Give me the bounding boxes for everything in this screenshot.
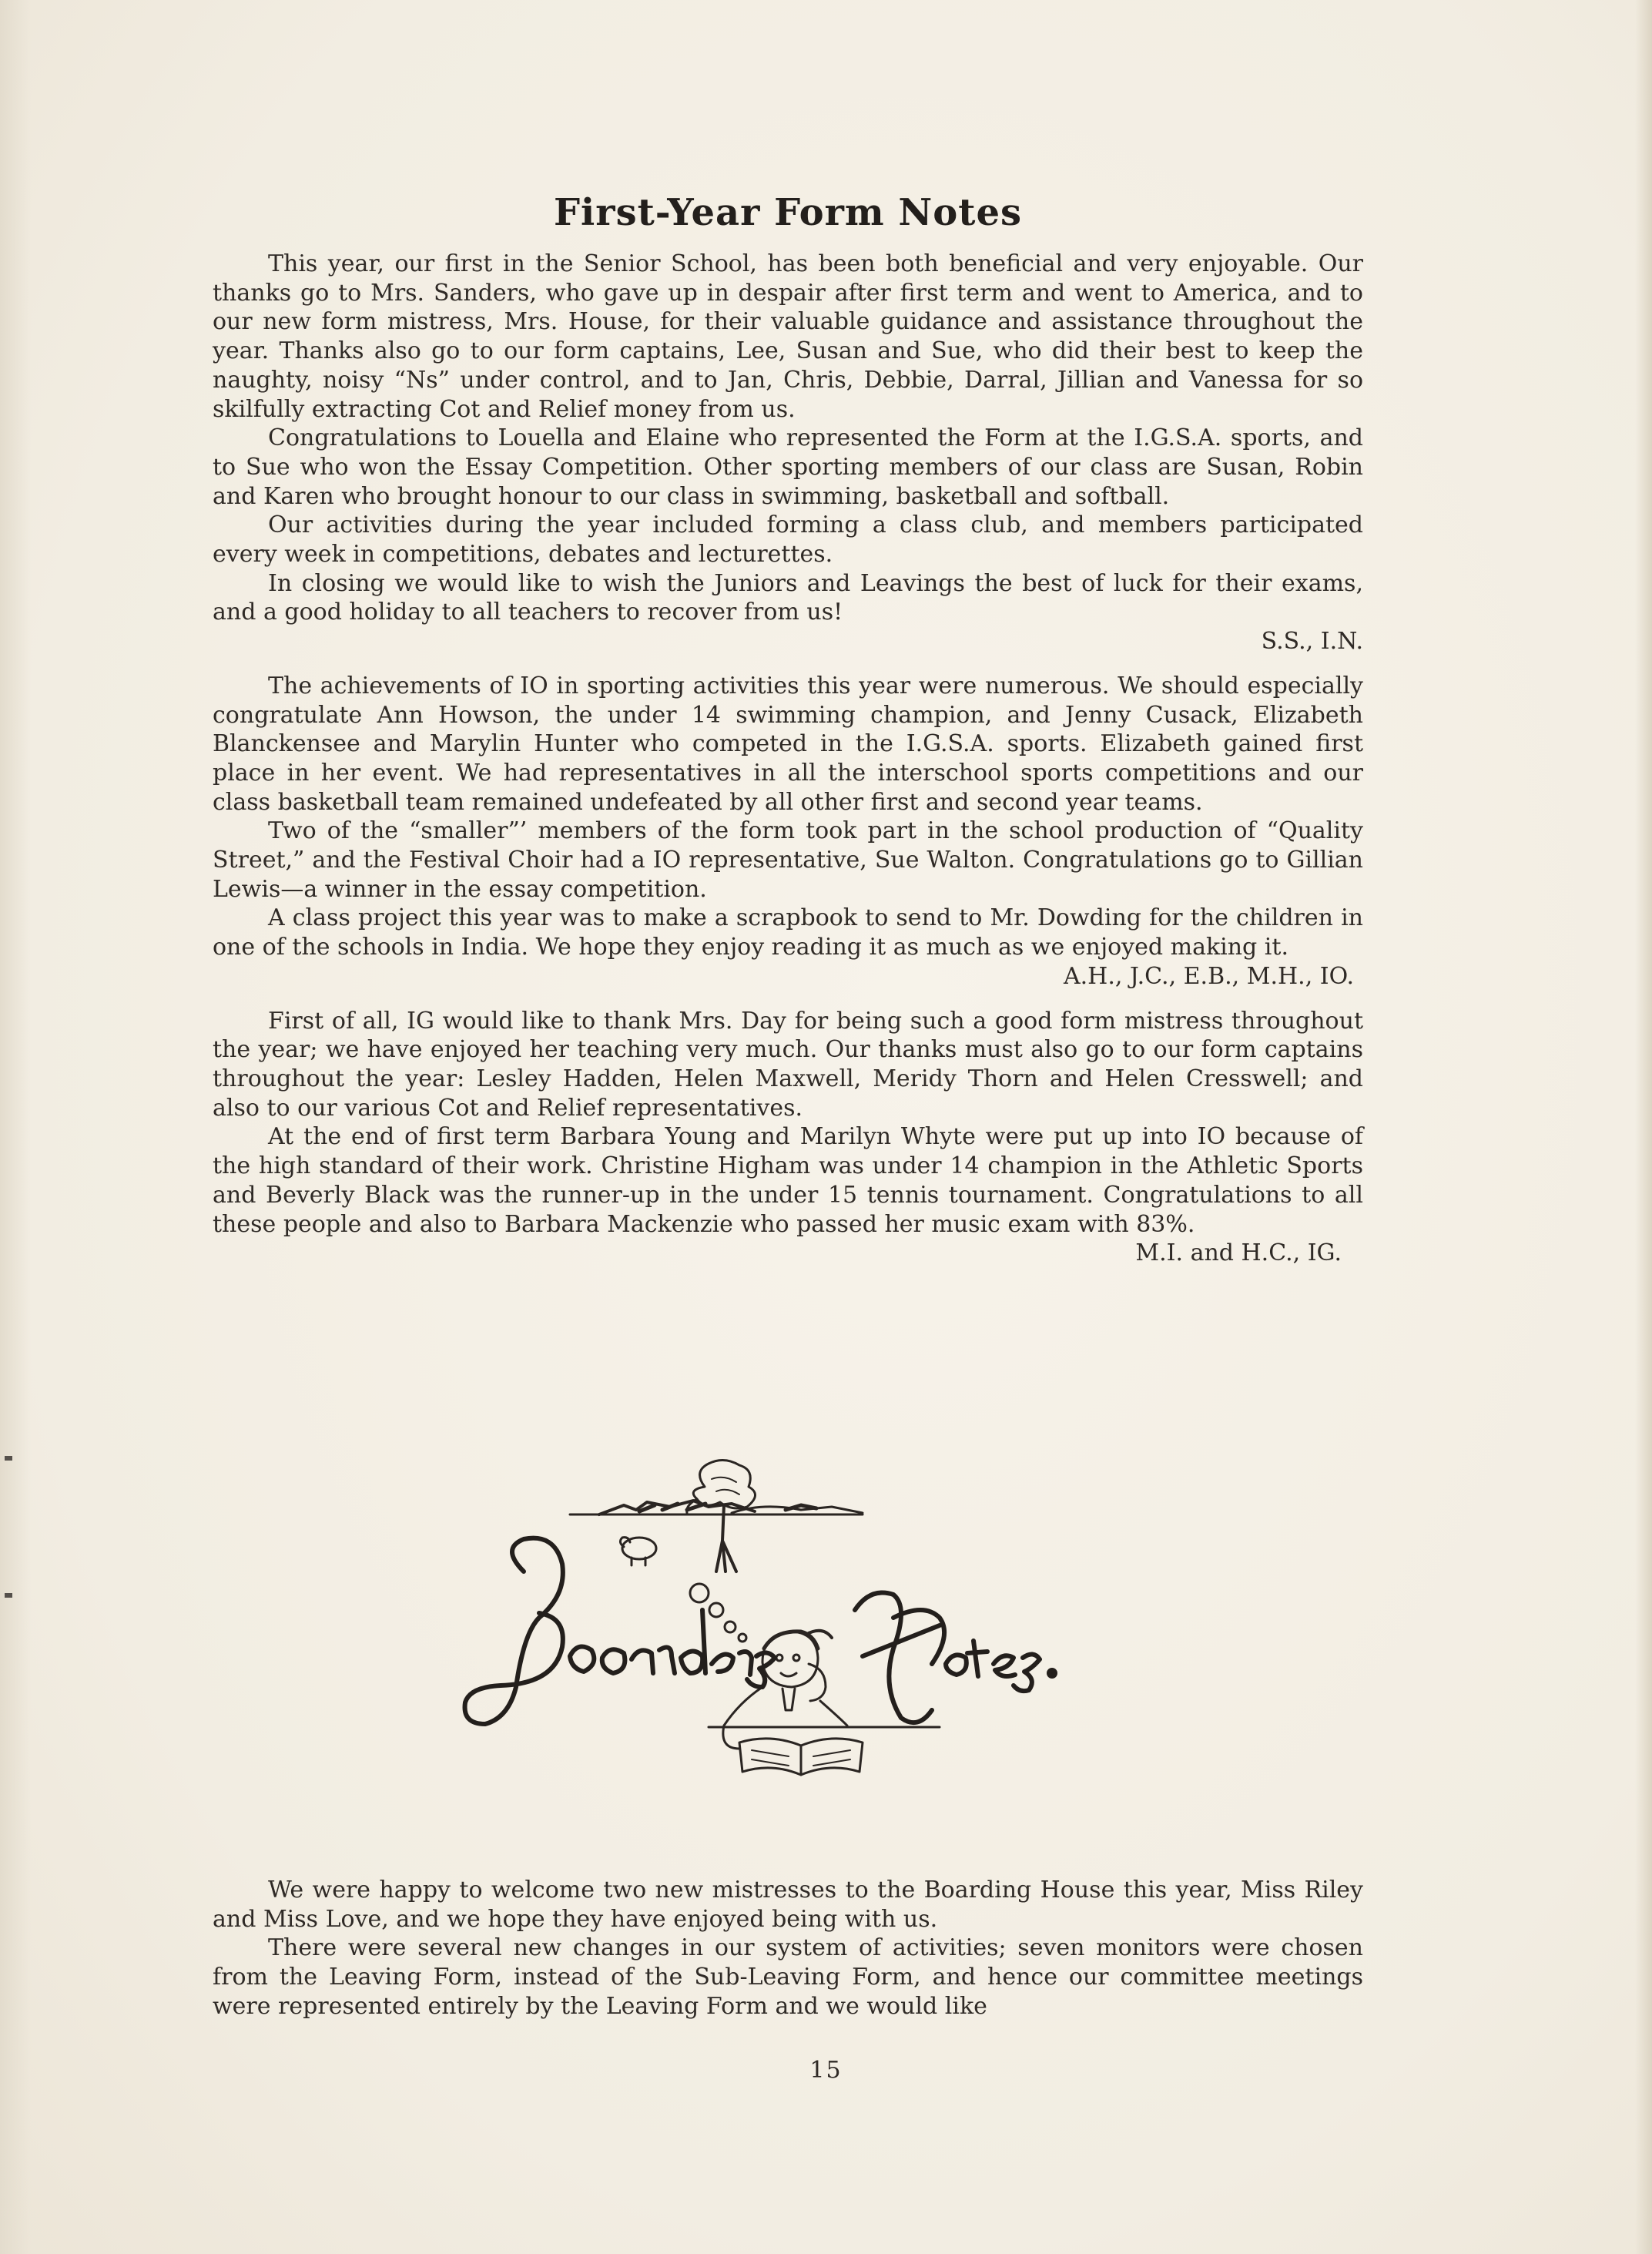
page-edge-shadow-left bbox=[0, 0, 31, 2254]
paragraph: A class project this year was to make a scrapbook to send to Mr. Dowding for the children in one of the schools in India. We hope they enjoy reading it as much as we enjoyed making it. bbox=[213, 904, 1363, 961]
paragraph: Congratulations to Louella and Elaine who represented the Form at the I.G.S.A. sports, and to Sue who won the Essay Competition. Other sporting members of our class are Susan, Robin and Karen who brought honour to our class in swimming, basketball and softball. bbox=[213, 424, 1363, 510]
paragraph: Our activities during the year included forming a class club, and members participated every week in competitions, debates and lecturettes. bbox=[213, 512, 1363, 569]
signature: A.H., J.C., E.B., M.H., IO. bbox=[1063, 962, 1354, 990]
paragraph: First of all, IG would like to thank Mrs. Day for being such a good form mistress throughout the year; we have enjoyed her teaching very much. Our thanks must also go to our form captains throughout the year: Lesley Hadden, Helen Maxwell, Meridy Thorn and Helen Cresswell; and also to our various Cot and Relief representatives. bbox=[213, 1007, 1363, 1122]
page-title: First-Year Form Notes bbox=[553, 191, 1023, 234]
signature: M.I. and H.C., IG. bbox=[1135, 1239, 1342, 1267]
paragraph: The achievements of IO in sporting activities this year were numerous. We should especially congratulate Ann Howson, the under 14 swimming champion, and Jenny Cusack, Elizabeth Blanckensee and Marylin Hunter who competed in the I.G.S.A. sports. Elizabeth gained first place in her event. We had representatives in all the interschool sports competitions and our class basketball team remained undefeated by all other first and second year teams. bbox=[213, 672, 1363, 816]
paragraph: We were happy to welcome two new mistresses to the Boarding House this year, Miss Riley and Miss Love, and we hope they have enjoyed being with us. bbox=[213, 1877, 1363, 1933]
paragraph: In closing we would like to wish the Juniors and Leavings the best of luck for their exams, and a good holiday to all teachers to recover from us! bbox=[213, 569, 1363, 626]
paragraph: There were several new changes in our system of activities; seven monitors were chosen from the Leaving Form, instead of the Sub-Leaving Form, and hence our committee meetings were represented entirely by the Leaving Form and we would like bbox=[213, 1934, 1363, 2020]
boarders-notes-illustration bbox=[400, 1456, 1171, 1849]
first-year-ns-notes bbox=[213, 250, 1363, 656]
page-number: 15 bbox=[809, 2057, 843, 2084]
page-edge-shadow-right bbox=[1635, 0, 1652, 2254]
ig-form-notes bbox=[213, 1007, 1363, 1268]
paragraph: This year, our first in the Senior School, has been both beneficial and very enjoyable. Our thanks go to Mrs. Sanders, who gave up in despair after first term and went to America, and to our new form mistress, Mrs. House, for their valuable guidance and assistance throughout the year. Thanks also go to our form captains, Lee, Susan and Sue, who did their best to keep the naughty, noisy “Ns” under control, and to Jan, Chris, Debbie, Darral, Jillian and Vanessa for so skilfully extracting Cot and Relief money from us. bbox=[213, 250, 1363, 423]
form-notes-column bbox=[213, 191, 1363, 1283]
boarders-notes-column bbox=[213, 1876, 1363, 2021]
paragraph: Two of the “smaller”’ members of the form took part in the school production of “Quality Street,” and the Festival Choir had a IO representative, Sue Walton. Congratulations go to Gillian Lewis—a winner in the essay competition. bbox=[213, 817, 1363, 903]
paragraph: At the end of first term Barbara Young and Marilyn Whyte were put up into IO because of the high standard of their work. Christine Higham was under 14 champion in the Athletic Sports and Beverly Black was the runner-up in the under 15 tennis tournament. Congratulations to all these people and also to Barbara Mackenzie who passed her music exam with 83%. bbox=[213, 1123, 1363, 1238]
binding-mark bbox=[5, 1593, 12, 1598]
io-form-notes bbox=[213, 672, 1363, 991]
binding-mark bbox=[5, 1456, 12, 1461]
signature: S.S., I.N. bbox=[1261, 628, 1363, 656]
